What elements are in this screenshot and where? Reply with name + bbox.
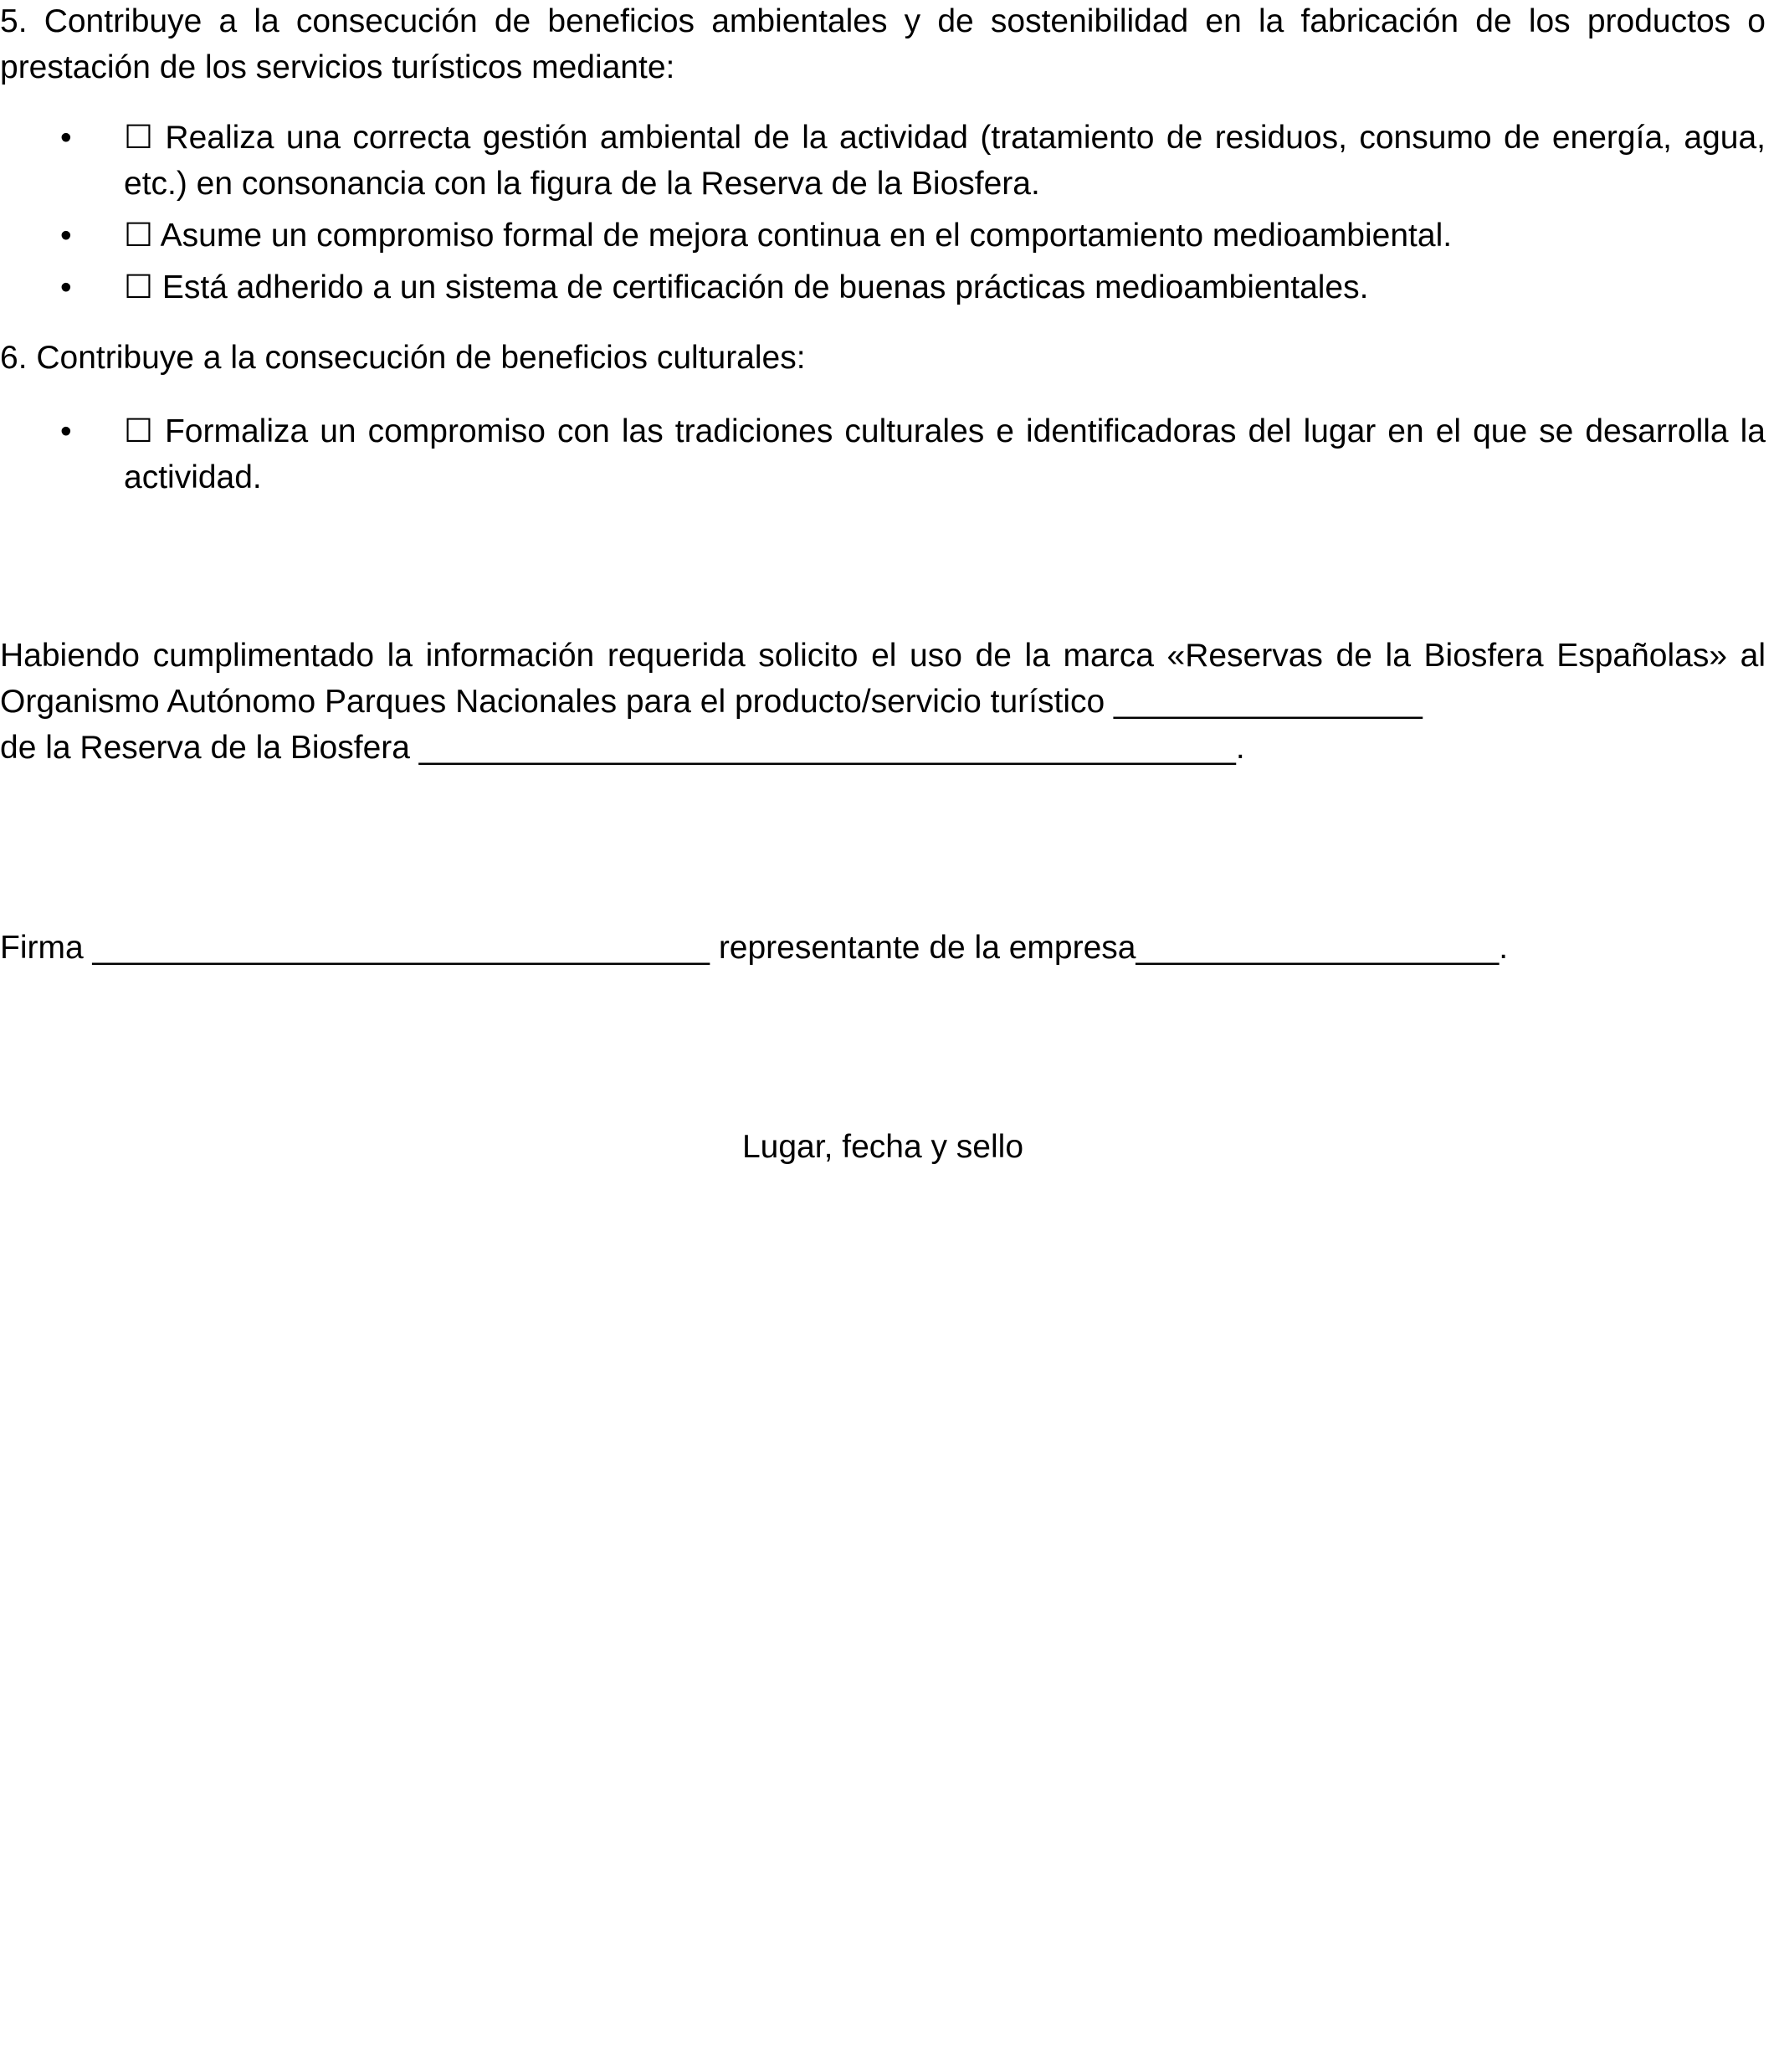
bullet-icon: • <box>60 218 72 254</box>
signature-end: . <box>1499 930 1509 966</box>
request-text-end: . <box>1235 730 1245 766</box>
representante-label: representante de la empresa <box>718 930 1136 966</box>
firma-label: Firma <box>0 930 84 966</box>
section-6-list <box>0 408 1766 500</box>
checkbox-icon[interactable]: ☐ <box>124 269 153 305</box>
list-item-text: Formaliza un compromiso con las tradiciones culturales e identificadoras del lugar en el que se desarrolla la actividad. <box>124 413 1766 495</box>
representante-blank-field[interactable]: ____________________ <box>1136 930 1500 966</box>
checkbox-icon[interactable]: ☐ <box>124 120 153 156</box>
request-text-before: Habiendo cumplimentado la información requerida solicito el uso de la marca «Reservas de la Biosfera Españolas» al Organismo Autónomo Parques Nacionales para el producto/servicio turístico <box>0 638 1766 720</box>
list-item-text: Está adherido a un sistema de certificación de buenas prácticas medioambientales. <box>161 269 1369 305</box>
list-item <box>0 213 1766 259</box>
list-item-text: Asume un compromiso formal de mejora continua en el comportamiento medioambiental. <box>160 218 1453 254</box>
list-item <box>0 264 1766 310</box>
product-blank-field[interactable]: _________________ <box>1114 684 1423 720</box>
signature-line <box>0 925 1766 971</box>
section-6-intro: 6. Contribuye a la consecución de beneficios culturales: <box>0 340 806 376</box>
firma-blank-field[interactable]: __________________________________ <box>92 930 710 966</box>
place-date-seal: Lugar, fecha y sello <box>741 1129 1024 1165</box>
bullet-icon: • <box>60 269 72 305</box>
bullet-icon: • <box>60 120 72 156</box>
list-item <box>0 408 1766 500</box>
brand-request-paragraph <box>0 633 1766 771</box>
section-5-list <box>0 115 1766 310</box>
checkbox-icon[interactable]: ☐ <box>124 218 153 254</box>
list-item <box>0 115 1766 207</box>
request-text-middle: de la Reserva de la Biosfera <box>0 730 410 766</box>
bullet-icon: • <box>60 413 72 449</box>
reserve-blank-field[interactable]: _____________________________________________ <box>418 730 1236 766</box>
section-5-intro: 5. Contribuye a la consecución de beneficios ambientales y de sostenibilidad en la fabricación de los productos o prestación de los servicios turísticos mediante: <box>0 3 1766 85</box>
list-item-text: Realiza una correcta gestión ambiental de la actividad (tratamiento de residuos, consumo de energía, agua, etc.) en consonancia con la figura de la Reserva de la Biosfera. <box>124 120 1766 202</box>
checkbox-icon[interactable]: ☐ <box>124 413 153 449</box>
